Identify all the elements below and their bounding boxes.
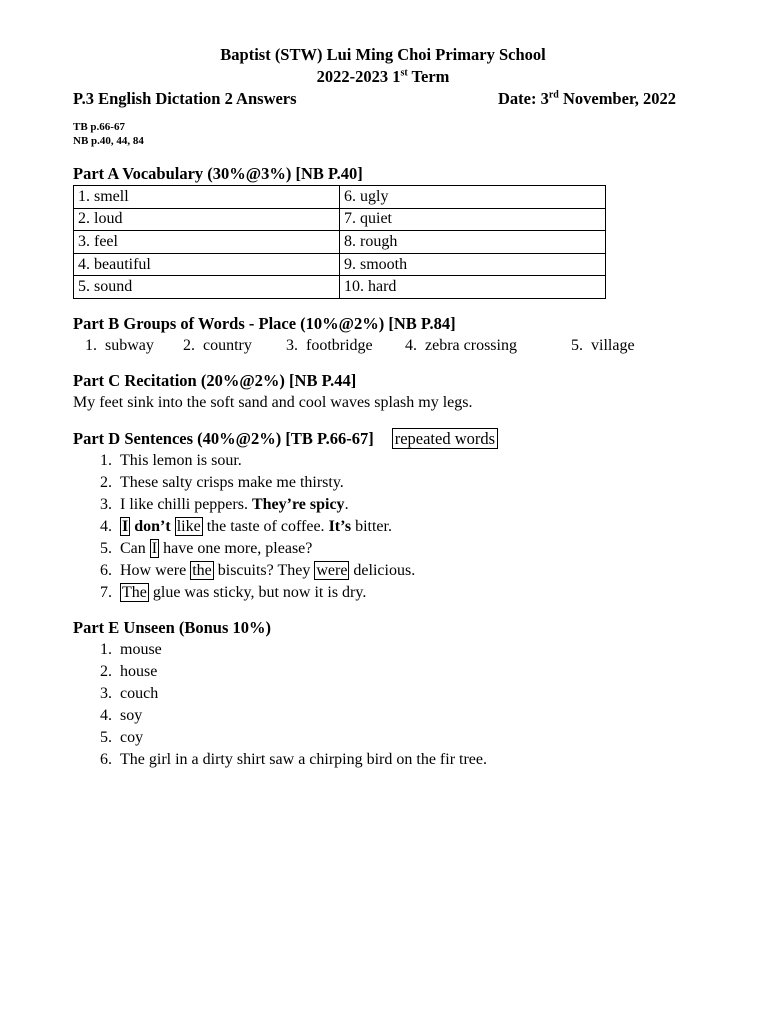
table-cell: 10. hard (340, 276, 606, 299)
unseen-list (73, 639, 693, 771)
repeated-word-box: like (176, 517, 201, 535)
list-item: 3. footbridge (286, 336, 373, 354)
table-row (74, 253, 606, 276)
repeated-word-box: I (122, 517, 129, 535)
list-item: 1. mouse (100, 640, 162, 658)
list-item: 6. The girl in a dirty shirt saw a chirping bird on the fir tree. (100, 750, 488, 768)
sentences-list (73, 450, 693, 604)
list-item: 2. country (183, 336, 252, 354)
repeated-word-box: the (192, 561, 212, 579)
table-row (74, 276, 606, 299)
table-cell: 3. feel (74, 231, 340, 254)
repeated-word-box: were (316, 561, 348, 579)
ref-nb: NB p.40, 44, 84 (73, 135, 144, 147)
list-item: 2. These salty crisps make me thirsty. (100, 473, 344, 491)
list-item: 2. house (100, 662, 158, 680)
part-c-heading: Part C Recitation (20%@2%) [NB P.44] (73, 370, 357, 390)
list-item: 5. Can I have one more, please? (100, 539, 313, 557)
list-item: 1. This lemon is sour. (100, 451, 242, 469)
table-row (74, 208, 606, 231)
table-cell: 8. rough (340, 231, 606, 254)
list-item: 3. I like chilli peppers. They’re spicy. (100, 495, 349, 513)
dictation-answer-sheet (73, 44, 693, 771)
place-words-list (85, 335, 693, 357)
table-row (74, 186, 606, 209)
list-item: 4. zebra crossing (405, 336, 517, 354)
ref-tb: TB p.66-67 (73, 121, 125, 133)
table-cell: 5. sound (74, 276, 340, 299)
table-cell: 4. beautiful (74, 253, 340, 276)
list-item: 7. The glue was sticky, but now it is dry. (100, 583, 367, 601)
table-cell: 6. ugly (340, 186, 606, 209)
list-item: 4. I don’t like the taste of coffee. It’s bitter. (100, 517, 392, 535)
vocabulary-table (73, 185, 606, 299)
book-references (73, 120, 693, 148)
term-line: 2022-2023 1st Term (316, 67, 450, 86)
repeated-word-box: The (122, 583, 147, 601)
list-item: 4. soy (100, 706, 143, 724)
part-d-heading: Part D Sentences (40%@2%) [TB P.66-67] (73, 428, 374, 448)
part-e-heading: Part E Unseen (Bonus 10%) (73, 617, 272, 637)
table-row (74, 231, 606, 254)
table-cell: 2. loud (74, 208, 340, 231)
repeated-word-box: I (151, 539, 158, 557)
list-item: 6. How were the biscuits? They were delicious. (100, 561, 416, 579)
table-cell: 9. smooth (340, 253, 606, 276)
list-item: 1. subway (85, 336, 154, 354)
table-cell: 1. smell (74, 186, 340, 209)
school-name: Baptist (STW) Lui Ming Choi Primary School (220, 45, 546, 64)
list-item: 3. couch (100, 684, 159, 702)
recitation-text: My feet sink into the soft sand and cool waves splash my legs. (73, 393, 473, 411)
table-cell: 7. quiet (340, 208, 606, 231)
title-row (73, 88, 676, 110)
repeated-words-legend: repeated words (392, 428, 498, 449)
list-item: 5. village (571, 336, 635, 354)
part-b-heading: Part B Groups of Words - Place (10%@2%) [NB P.84] (73, 313, 456, 333)
list-item: 5. coy (100, 728, 144, 746)
part-a-heading: Part A Vocabulary (30%@3%) [NB P.40] (73, 164, 363, 183)
sheet-date: Date: 3rd November, 2022 (497, 89, 676, 108)
part-d-heading-row (73, 428, 693, 450)
sheet-title: P.3 English Dictation 2 Answers (73, 89, 297, 108)
